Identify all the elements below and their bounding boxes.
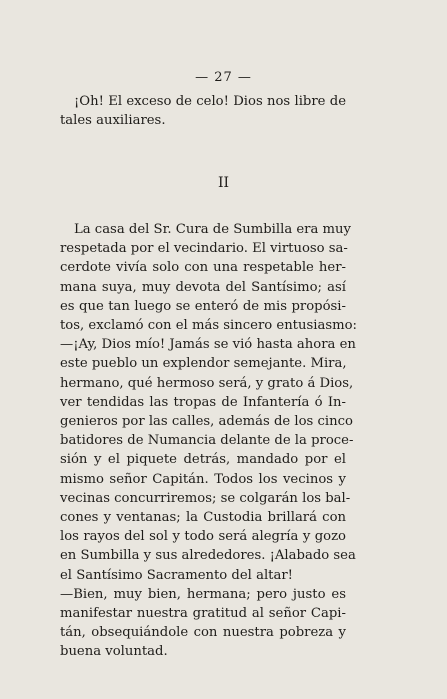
text-line: mismo señor Capitán. Todos los vecinos y (60, 471, 346, 487)
text-line: —Bien, muy bien, hermana; pero justo es (60, 586, 346, 602)
text-line: ver tendidas las tropas de Infantería ó In- (60, 394, 346, 410)
text-line: hermano, qué hermoso será, y grato á Dios, (60, 375, 354, 391)
text-line: respetada por el vecindario. El virtuoso sa- (60, 241, 348, 257)
text-line: cones y ventanas; la Custodia brillará con (60, 510, 346, 526)
text-line: sión y el piquete detrás, mandado por el (60, 452, 346, 468)
page-number: — 27 — (195, 70, 252, 85)
text-line: tos, exclamó con el más sincero entusiasmo: (60, 318, 357, 334)
body-text (60, 220, 357, 662)
text-line: vecinas concurriremos; se colgarán los bal- (60, 490, 351, 506)
text-line: mana suya, muy devota del Santísimo; así (60, 279, 346, 295)
text-line: en Sumbilla y sus alrededores. ¡Alabado sea (60, 548, 356, 564)
text-line: tales auxiliares. (60, 113, 166, 129)
text-line: tán, obsequiándole con nuestra pobreza y (60, 625, 346, 641)
text-line: ¡Oh! El exceso de celo! Dios nos libre de (74, 94, 346, 109)
text-line: genieros por las calles, además de los cinco (60, 414, 353, 430)
intro-paragraph (60, 92, 346, 130)
text-line: —¡Ay, Dios mío! Jamás se vió hasta ahora en (60, 337, 356, 353)
text-line: cerdote vivía solo con una respetable her- (60, 260, 346, 276)
text-line: buena voluntad. (60, 644, 168, 660)
text-line: es que tan luego se enteró de mis propósi- (60, 298, 346, 314)
text-line: La casa del Sr. Cura de Sumbilla era muy (74, 222, 351, 237)
text-line: los rayos del sol y todo será alegría y gozo (60, 529, 346, 545)
text-line: este pueblo un explendor semejante. Mira, (60, 356, 347, 372)
text-line: manifestar nuestra gratitud al señor Capi- (60, 606, 346, 622)
section-numeral: II (217, 175, 230, 191)
text-line: el Santísimo Sacramento del altar! (60, 567, 293, 583)
text-line: batidores de Numancia delante de la proce- (60, 433, 354, 449)
